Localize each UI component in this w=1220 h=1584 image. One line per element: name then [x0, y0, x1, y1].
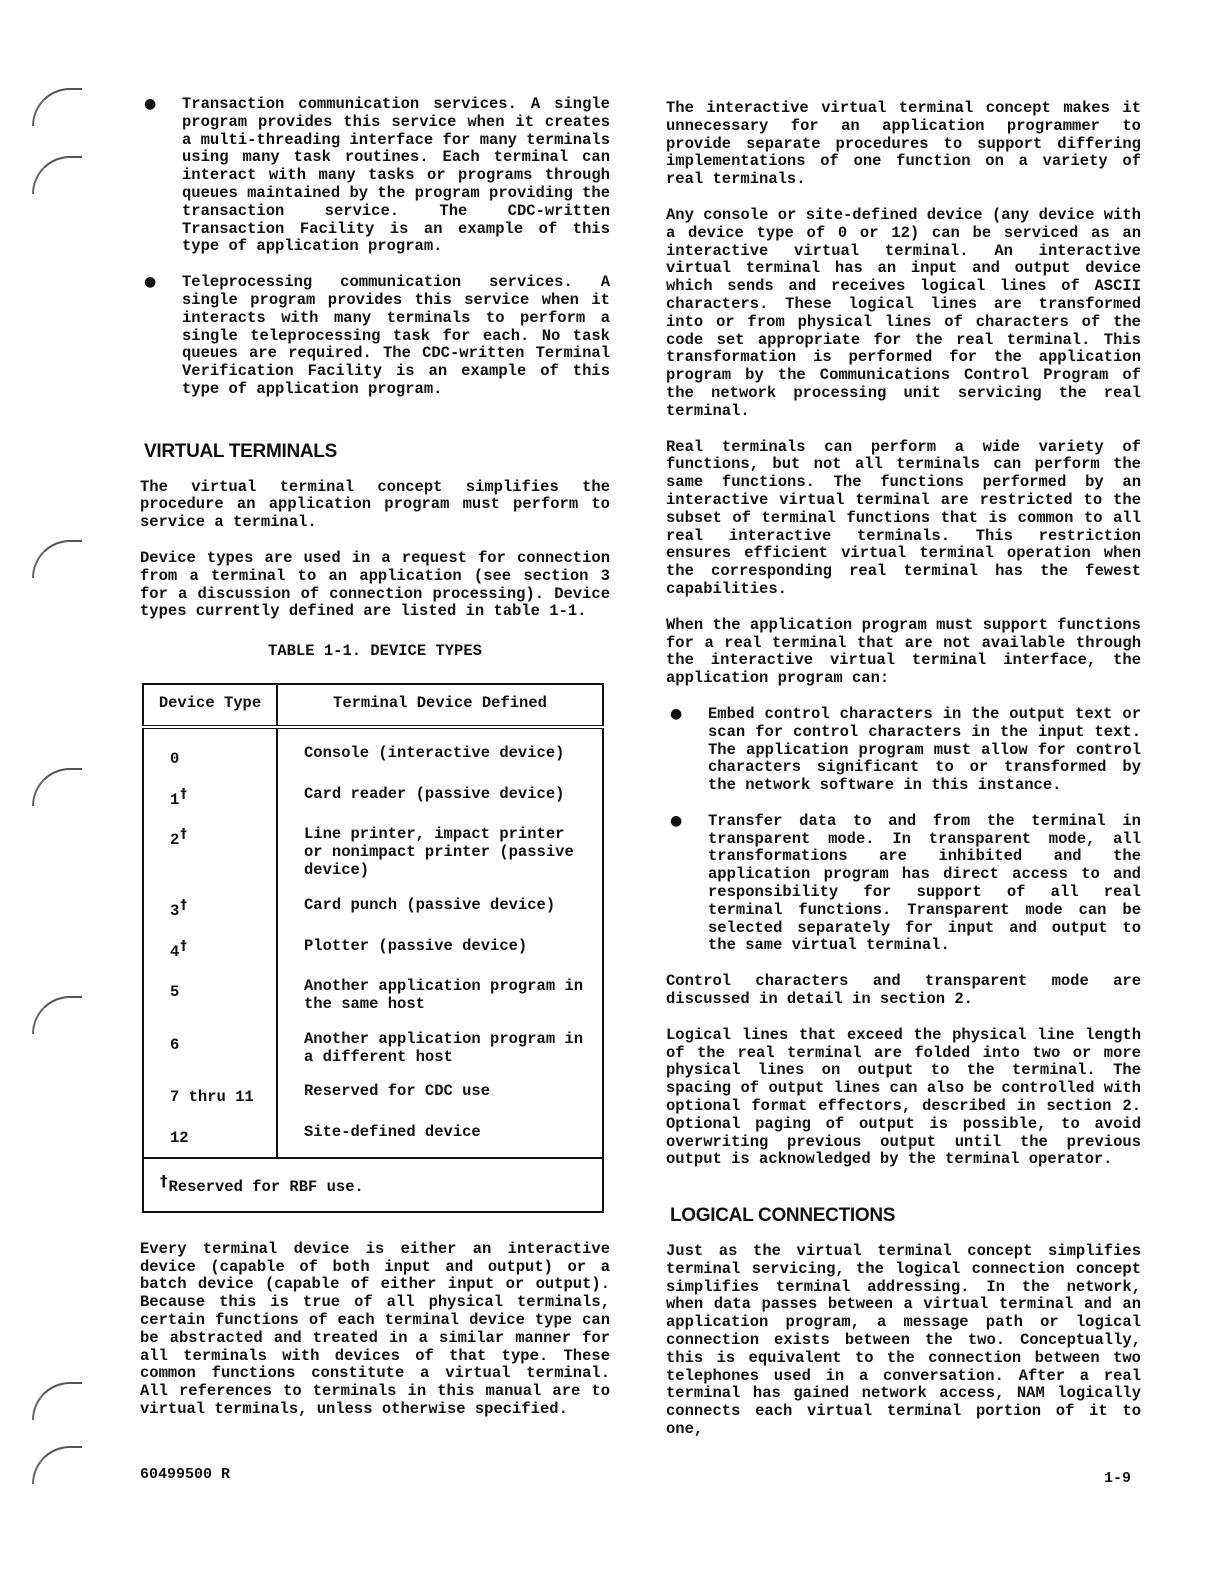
paragraph: The virtual terminal concept simplifies the procedure an application program must perform to service a terminal.	[140, 477, 610, 532]
column-header-device-type: Device Type	[143, 684, 277, 727]
device-type-cell: 2	[170, 831, 180, 850]
device-types-table	[142, 683, 604, 1213]
paragraph: Real terminals can perform a wide variety of functions, but not all terminals can perform the same functions. The functions performed by an interactive virtual terminal are restricted to the subset of terminal functions that is common to all real interactive terminals. This restriction ensures efficient virtual terminal operation when the corresponding real terminal has the fewest capabilities.	[666, 437, 1141, 598]
section-heading-virtual-terminals: VIRTUAL TERMINALS	[144, 440, 337, 462]
punch-hole-mark	[32, 156, 82, 194]
paragraph: The interactive virtual terminal concept makes it unnecessary for an application programmer to provide separate procedures to support differing implementations of one function on a variety of real terminals.	[666, 99, 1141, 189]
table-caption: TABLE 1-1. DEVICE TYPES	[268, 642, 482, 661]
dagger-icon: †	[160, 1172, 168, 1191]
column-header-terminal-device: Terminal Device Defined	[277, 684, 603, 727]
bullet-text: Teleprocessing communication services. A single program provides this service when it interacts with many terminals to perform a single teleprocessing task for each. No task queues are required. The CDC-written Terminal Verification Facility is an example of this type of application program.	[182, 273, 610, 398]
table-row	[143, 970, 603, 1023]
device-def-cell: Plotter (passive device)	[304, 936, 528, 955]
paragraph: Device types are used in a request for connection from a terminal to an application (see section 3 for a discussion of connection processing). Device types currently defined are listed in table 1-1.	[140, 548, 610, 621]
table-row	[143, 1116, 603, 1158]
device-type-cell: 4	[170, 942, 180, 961]
dagger-mark: †	[180, 786, 187, 802]
paragraph: Just as the virtual terminal concept simplifies terminal servicing, the logical connection concept simplifies terminal addressing. In the network, when data passes between a virtual terminal and an application program, a message path or logical connection exists between the two. Conceptually, this is equivalent to the connection between two telephones used in a conversation. After a real terminal has gained network access, NAM logically connects each virtual terminal portion of it to one,	[666, 1242, 1141, 1438]
punch-hole-mark	[32, 88, 82, 126]
bullet-item	[140, 274, 610, 399]
device-def-cell: Site-defined device	[304, 1123, 481, 1142]
table-row	[143, 818, 603, 888]
dagger-mark: †	[180, 938, 187, 954]
dagger-mark: †	[180, 897, 187, 913]
table-footnote-row	[143, 1158, 603, 1212]
device-def-cell: Line printer, impact printer or nonimpact printer (passive device)	[304, 825, 574, 879]
device-type-cell: 1	[170, 790, 180, 809]
device-type-cell: 7 thru 11	[170, 1088, 254, 1107]
device-def-cell: Another application program in the same host	[304, 977, 584, 1014]
device-type-cell: 0	[170, 749, 180, 768]
paragraph: When the application program must support functions for a real terminal that are not available through the interactive virtual terminal interface, the application program can:	[666, 615, 1141, 688]
bullet-icon: ●	[144, 274, 157, 291]
table-row	[143, 1075, 603, 1116]
device-type-cell: 6	[170, 1035, 180, 1054]
table-row	[143, 727, 603, 778]
paragraph: Any console or site-defined device (any device with a device type of 0 or 12) can be serviced as an interactive virtual terminal. An interactive virtual terminal has an input and output device which sends and receives logical lines of ASCII characters. These logical lines are transformed into or from physical lines of characters of the code set appropriate for the real terminal. This transformation is performed for the application program by the Communications Control Program of the network processing unit servicing the real terminal.	[666, 205, 1141, 420]
bullet-text: Transaction communication services. A single program provides this service when it creates a multi-threading interface for many terminals using many task routines. Each terminal can interact with many tasks or programs through queues maintained by the program providing the transaction service. The CDC-written Transaction Facility is an example of this type of application program.	[182, 95, 610, 256]
bullet-text: Embed control characters in the output text or scan for control characters in the input text. The application program must allow for control characters significant to or transformed by the network software in this instance.	[708, 704, 1141, 795]
dagger-mark: †	[180, 827, 187, 843]
table-row	[143, 889, 603, 930]
punch-hole-mark	[32, 540, 82, 578]
right-column	[666, 100, 1141, 1457]
bullet-item	[666, 813, 1141, 955]
document-number: 60499500 R	[140, 1466, 231, 1483]
left-column	[140, 96, 610, 1437]
punch-hole-mark	[32, 1446, 82, 1484]
section-heading-logical-connections: LOGICAL CONNECTIONS	[670, 1205, 896, 1227]
paragraph: Control characters and transparent mode are discussed in detail in section 2.	[666, 972, 1141, 1009]
device-def-cell: Console (interactive device)	[304, 743, 565, 762]
device-def-cell: Another application program in a different host	[304, 1029, 584, 1066]
device-type-cell: 5	[170, 983, 180, 1002]
bullet-icon: ●	[670, 705, 683, 722]
bullet-icon: ●	[144, 96, 157, 112]
device-type-cell: 3	[170, 901, 180, 920]
table-row	[143, 1023, 603, 1076]
punch-hole-mark	[32, 996, 82, 1034]
device-def-cell: Card reader (passive device)	[304, 784, 565, 803]
paragraph: Every terminal device is either an interactive device (capable of both input and output) or a batch device (capable of either input or output). Because this is true of all physical terminals, certain functions of each terminal device type can be abstracted and treated in a similar manner for all terminals with devices of that type. These common functions constitute a virtual terminal. All references to terminals in this manual are to virtual terminals, unless otherwise specified.	[140, 1239, 610, 1419]
table-row	[143, 930, 603, 971]
table-footnote: Reserved for RBF use.	[168, 1178, 364, 1197]
device-def-cell: Card punch (passive device)	[304, 895, 556, 914]
punch-hole-mark	[32, 1382, 82, 1420]
page-number: 1-9	[1104, 1470, 1132, 1487]
device-type-cell: 12	[170, 1129, 189, 1148]
device-def-cell: Reserved for CDC use	[304, 1082, 491, 1101]
bullet-text: Transfer data to and from the terminal in transparent mode. In transparent mode, all transformations are inhibited and the application program has direct access to and responsibility for support of all real terminal functions. Transparent mode can be selected separately for input and output to the same virtual terminal.	[708, 811, 1141, 955]
bullet-icon: ●	[670, 812, 683, 829]
punch-hole-mark	[32, 768, 82, 806]
table-row	[143, 778, 603, 819]
bullet-item	[140, 96, 610, 256]
paragraph: Logical lines that exceed the physical line length of the real terminal are folded into two or more physical lines on output to the terminal. The spacing of output lines can also be controlled with optional format effectors, described in section 2. Optional paging of output is possible, to avoid overwriting previous output until the previous output is acknowledged by the terminal operator.	[666, 1025, 1141, 1169]
bullet-item	[666, 706, 1141, 795]
